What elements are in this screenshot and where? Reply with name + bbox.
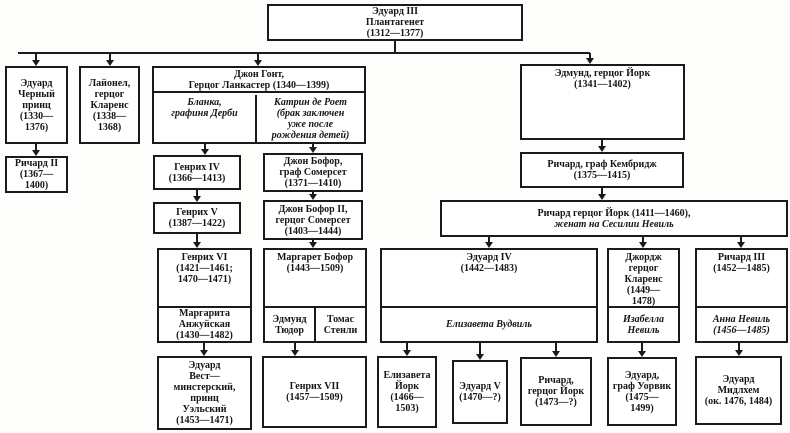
connector-richard3-middleham — [738, 343, 740, 350]
connector-edward4-edward5 — [479, 343, 481, 354]
node-henry-vi-group — [157, 248, 252, 343]
node-edward-middleham: Эдуард Мидлхем (ок. 1476, 1484) — [695, 356, 782, 425]
node-john-gaunt-group — [152, 66, 366, 144]
connector-children-bus — [18, 52, 590, 54]
node-henry-v: Генрих V (1387—1422) — [153, 202, 241, 234]
node-george-clarence-group — [607, 248, 680, 343]
node-richard-ii: Ричард II (1367— 1400) — [5, 156, 68, 193]
node-edward-iii: Эдуард III Плантагенет (1312—1377) — [267, 4, 523, 41]
node-richard-duke-york-jr: Ричард, герцог Йорк (1473—?) — [520, 357, 592, 426]
node-richard-iii-group — [695, 248, 788, 343]
node-edward-black-prince: Эдуард Черный принц (1330— 1376) — [5, 66, 68, 144]
connector-george-warwick — [641, 343, 643, 351]
node-margaret-beaufort: Маргарет Бофор (1443—1509) — [265, 250, 365, 308]
node-george-clarence: Джордж герцог Кларенс (1449— 1478) — [609, 250, 678, 308]
connector-henry6-westminster — [203, 343, 205, 350]
node-katrin-de-roet: Катрин де Роет (брак заключен уже после рождения детей) — [255, 95, 364, 142]
node-margarita-anjou: Маргарита Анжуйская (1430—1482) — [176, 308, 233, 341]
connector-bus-black-prince — [35, 53, 37, 60]
connector-margaret-henry7 — [294, 343, 296, 350]
node-john-beaufort-ii: Джон Бофор II, герцог Сомерсет (1403—1444) — [263, 200, 363, 240]
connector-henry5-henry6 — [196, 234, 198, 242]
connector-bus-lionel — [109, 53, 111, 60]
node-edward-v: Эдуард V (1470—?) — [452, 360, 508, 424]
node-henry-vii: Генрих VII (1457—1509) — [262, 356, 367, 428]
node-edward-westminster: Эдуард Вест— минстерский, принц Уэльский (1453—1471) — [157, 356, 252, 430]
node-richard-cambridge: Ричард, граф Кембридж (1375—1415) — [520, 152, 684, 188]
node-thomas-stanley: Томас Стенли — [314, 308, 365, 341]
node-john-gaunt: Джон Гонт, Герцог Ланкастер (1340—1399) — [154, 68, 364, 93]
node-richard-duke-york-sr — [440, 200, 788, 237]
node-blanka-derby: Бланка, графиня Дерби — [171, 97, 238, 119]
node-edward-warwick: Эдуард, граф Уорвик (1475— 1499) — [607, 357, 677, 426]
node-edward-iv-group — [380, 248, 598, 343]
node-henry-iv: Генрих IV (1366—1413) — [153, 155, 241, 190]
node-john-beaufort: Джон Бофор, граф Сомерсет (1371—1410) — [263, 153, 363, 192]
node-richard-iii: Ричард III (1452—1485) — [697, 250, 786, 308]
richard-york-spouse: женат на Сесилии Невиль — [554, 218, 674, 230]
node-elizaveta-woodville: Елизавета Вудвиль — [446, 319, 532, 330]
node-edward-iv: Эдуард IV (1442—1483) — [382, 250, 596, 308]
node-henry-vi: Генрих VI (1421—1461; 1470—1471) — [159, 250, 250, 308]
node-elizaveta-york: Елизавета Йорк (1466— 1503) — [377, 356, 437, 428]
node-isabella-neville: Изабелла Невиль — [622, 313, 665, 336]
node-edmund-york: Эдмунд, герцог Йорк (1341—1402) — [520, 64, 685, 140]
connector-edward4-richard-york-jr — [555, 343, 557, 351]
connector-edward4-elizaveta-york — [406, 343, 408, 350]
node-margaret-beaufort-group — [263, 248, 367, 343]
node-anna-neville: Анна Невиль (1456—1485) — [712, 313, 771, 336]
richard-york-name: Ричард герцог Йорк (1411—1460), — [537, 207, 691, 219]
node-lionel-clarence: Лайонел, герцог Кларенс (1338— 1368) — [79, 66, 140, 144]
connector-bus-gaunt — [257, 53, 259, 60]
node-edmund-tudor: Эдмунд Тюдор — [272, 313, 307, 336]
